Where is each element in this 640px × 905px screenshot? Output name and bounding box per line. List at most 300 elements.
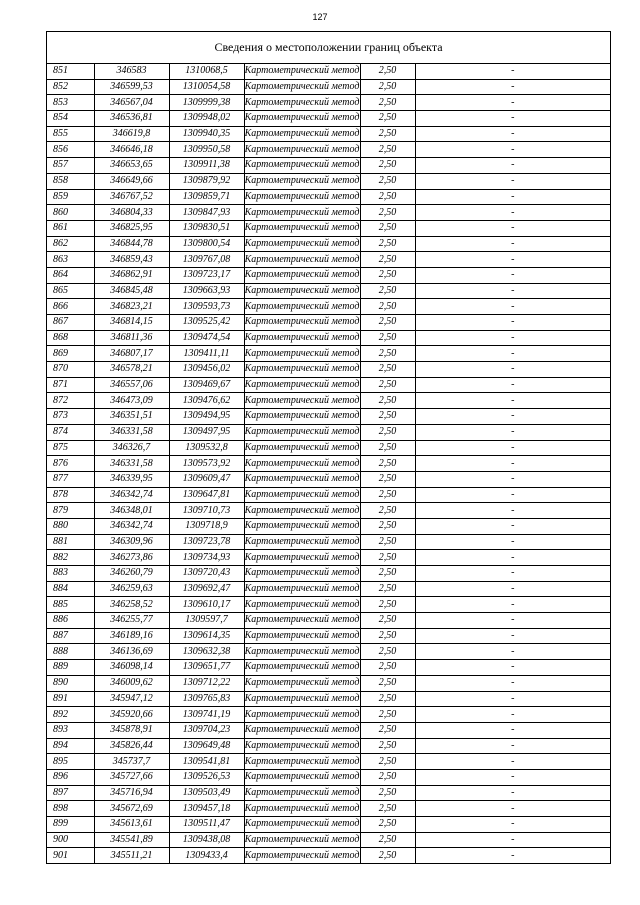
note-cell: - [415, 126, 610, 142]
y-coordinate-cell: 1309830,51 [169, 220, 244, 236]
accuracy-cell: 2,50 [360, 660, 415, 676]
note-cell: - [415, 362, 610, 378]
note-cell: - [415, 252, 610, 268]
y-coordinate-cell: 1309940,35 [169, 126, 244, 142]
accuracy-cell: 2,50 [360, 158, 415, 174]
accuracy-cell: 2,50 [360, 79, 415, 95]
method-cell: Картометрический метод [244, 299, 360, 315]
table-row [47, 236, 610, 252]
method-cell: Картометрический метод [244, 440, 360, 456]
note-cell: - [415, 754, 610, 770]
point-number-cell: 881 [47, 534, 94, 550]
method-cell: Картометрический метод [244, 424, 360, 440]
method-cell: Картометрический метод [244, 79, 360, 95]
accuracy-cell: 2,50 [360, 550, 415, 566]
table-row [47, 252, 610, 268]
point-number-cell: 878 [47, 487, 94, 503]
x-coordinate-cell: 346567,04 [94, 95, 169, 111]
method-cell: Картометрический метод [244, 534, 360, 550]
y-coordinate-cell: 1309476,62 [169, 393, 244, 409]
table-row [47, 377, 610, 393]
note-cell: - [415, 456, 610, 472]
point-number-cell: 885 [47, 597, 94, 613]
x-coordinate-cell: 346136,69 [94, 644, 169, 660]
y-coordinate-cell: 1309469,67 [169, 377, 244, 393]
method-cell: Картометрический метод [244, 346, 360, 362]
x-coordinate-cell: 346326,7 [94, 440, 169, 456]
note-cell: - [415, 346, 610, 362]
method-cell: Картометрический метод [244, 236, 360, 252]
accuracy-cell: 2,50 [360, 738, 415, 754]
accuracy-cell: 2,50 [360, 377, 415, 393]
accuracy-cell: 2,50 [360, 64, 415, 79]
x-coordinate-cell: 346811,36 [94, 330, 169, 346]
y-coordinate-cell: 1309999,38 [169, 95, 244, 111]
accuracy-cell: 2,50 [360, 675, 415, 691]
y-coordinate-cell: 1309948,02 [169, 111, 244, 127]
accuracy-cell: 2,50 [360, 644, 415, 660]
method-cell: Картометрический метод [244, 628, 360, 644]
x-coordinate-cell: 346845,48 [94, 283, 169, 299]
note-cell: - [415, 675, 610, 691]
table-row [47, 566, 610, 582]
x-coordinate-cell: 345727,66 [94, 769, 169, 785]
note-cell: - [415, 503, 610, 519]
method-cell: Картометрический метод [244, 722, 360, 738]
point-number-cell: 872 [47, 393, 94, 409]
table-row [47, 79, 610, 95]
accuracy-cell: 2,50 [360, 393, 415, 409]
method-cell: Картометрический метод [244, 801, 360, 817]
note-cell: - [415, 95, 610, 111]
x-coordinate-cell: 346351,51 [94, 409, 169, 425]
point-number-cell: 874 [47, 424, 94, 440]
accuracy-cell: 2,50 [360, 315, 415, 331]
method-cell: Картометрический метод [244, 848, 360, 863]
point-number-cell: 860 [47, 205, 94, 221]
accuracy-cell: 2,50 [360, 424, 415, 440]
table-row [47, 487, 610, 503]
x-coordinate-cell: 346189,16 [94, 628, 169, 644]
note-cell: - [415, 817, 610, 833]
note-cell: - [415, 832, 610, 848]
method-cell: Картометрический метод [244, 518, 360, 534]
note-cell: - [415, 393, 610, 409]
point-number-cell: 880 [47, 518, 94, 534]
point-number-cell: 896 [47, 769, 94, 785]
table-row [47, 597, 610, 613]
note-cell: - [415, 236, 610, 252]
y-coordinate-cell: 1309911,38 [169, 158, 244, 174]
point-number-cell: 895 [47, 754, 94, 770]
method-cell: Картометрический метод [244, 315, 360, 331]
method-cell: Картометрический метод [244, 377, 360, 393]
y-coordinate-cell: 1309525,42 [169, 315, 244, 331]
note-cell: - [415, 613, 610, 629]
note-cell: - [415, 597, 610, 613]
point-number-cell: 892 [47, 707, 94, 723]
x-coordinate-cell: 346339,95 [94, 471, 169, 487]
point-number-cell: 888 [47, 644, 94, 660]
accuracy-cell: 2,50 [360, 848, 415, 863]
accuracy-cell: 2,50 [360, 518, 415, 534]
note-cell: - [415, 409, 610, 425]
accuracy-cell: 2,50 [360, 236, 415, 252]
point-number-cell: 869 [47, 346, 94, 362]
y-coordinate-cell: 1309647,81 [169, 487, 244, 503]
accuracy-cell: 2,50 [360, 220, 415, 236]
table-row [47, 158, 610, 174]
y-coordinate-cell: 1309503,49 [169, 785, 244, 801]
point-number-cell: 852 [47, 79, 94, 95]
boundary-table [46, 31, 611, 864]
x-coordinate-cell: 345826,44 [94, 738, 169, 754]
accuracy-cell: 2,50 [360, 534, 415, 550]
x-coordinate-cell: 346767,52 [94, 189, 169, 205]
y-coordinate-cell: 1309692,47 [169, 581, 244, 597]
y-coordinate-cell: 1309609,47 [169, 471, 244, 487]
y-coordinate-cell: 1309847,93 [169, 205, 244, 221]
point-number-cell: 898 [47, 801, 94, 817]
note-cell: - [415, 377, 610, 393]
x-coordinate-cell: 346259,63 [94, 581, 169, 597]
x-coordinate-cell: 346331,58 [94, 456, 169, 472]
table-row [47, 534, 610, 550]
accuracy-cell: 2,50 [360, 597, 415, 613]
y-coordinate-cell: 1309456,02 [169, 362, 244, 378]
table-row [47, 346, 610, 362]
accuracy-cell: 2,50 [360, 613, 415, 629]
point-number-cell: 853 [47, 95, 94, 111]
x-coordinate-cell: 345947,12 [94, 691, 169, 707]
x-coordinate-cell: 345541,89 [94, 832, 169, 848]
note-cell: - [415, 64, 610, 79]
method-cell: Картометрический метод [244, 362, 360, 378]
y-coordinate-cell: 1309649,48 [169, 738, 244, 754]
point-number-cell: 851 [47, 64, 94, 79]
point-number-cell: 857 [47, 158, 94, 174]
x-coordinate-cell: 346807,17 [94, 346, 169, 362]
accuracy-cell: 2,50 [360, 142, 415, 158]
x-coordinate-cell: 346825,95 [94, 220, 169, 236]
accuracy-cell: 2,50 [360, 817, 415, 833]
method-cell: Картометрический метод [244, 817, 360, 833]
note-cell: - [415, 785, 610, 801]
x-coordinate-cell: 346862,91 [94, 267, 169, 283]
accuracy-cell: 2,50 [360, 691, 415, 707]
x-coordinate-cell: 345511,21 [94, 848, 169, 863]
method-cell: Картометрический метод [244, 126, 360, 142]
accuracy-cell: 2,50 [360, 785, 415, 801]
y-coordinate-cell: 1309651,77 [169, 660, 244, 676]
accuracy-cell: 2,50 [360, 722, 415, 738]
note-cell: - [415, 487, 610, 503]
y-coordinate-cell: 1309457,18 [169, 801, 244, 817]
x-coordinate-cell: 346814,15 [94, 315, 169, 331]
y-coordinate-cell: 1309663,93 [169, 283, 244, 299]
y-coordinate-cell: 1309718,9 [169, 518, 244, 534]
note-cell: - [415, 722, 610, 738]
accuracy-cell: 2,50 [360, 267, 415, 283]
x-coordinate-cell: 346342,74 [94, 518, 169, 534]
method-cell: Картометрический метод [244, 769, 360, 785]
accuracy-cell: 2,50 [360, 471, 415, 487]
table-row [47, 189, 610, 205]
accuracy-cell: 2,50 [360, 581, 415, 597]
accuracy-cell: 2,50 [360, 456, 415, 472]
x-coordinate-cell: 346557,06 [94, 377, 169, 393]
note-cell: - [415, 769, 610, 785]
table-row [47, 362, 610, 378]
method-cell: Картометрический метод [244, 550, 360, 566]
point-number-cell: 883 [47, 566, 94, 582]
table-row [47, 440, 610, 456]
x-coordinate-cell: 346649,66 [94, 173, 169, 189]
y-coordinate-cell: 1309767,08 [169, 252, 244, 268]
y-coordinate-cell: 1309511,47 [169, 817, 244, 833]
table-row [47, 644, 610, 660]
table-row [47, 471, 610, 487]
accuracy-cell: 2,50 [360, 189, 415, 205]
point-number-cell: 886 [47, 613, 94, 629]
accuracy-cell: 2,50 [360, 126, 415, 142]
point-number-cell: 858 [47, 173, 94, 189]
x-coordinate-cell: 346804,33 [94, 205, 169, 221]
method-cell: Картометрический метод [244, 503, 360, 519]
y-coordinate-cell: 1309765,83 [169, 691, 244, 707]
accuracy-cell: 2,50 [360, 801, 415, 817]
table-row [47, 315, 610, 331]
point-number-cell: 900 [47, 832, 94, 848]
accuracy-cell: 2,50 [360, 299, 415, 315]
point-number-cell: 890 [47, 675, 94, 691]
point-number-cell: 891 [47, 691, 94, 707]
y-coordinate-cell: 1309720,43 [169, 566, 244, 582]
table-row [47, 691, 610, 707]
table-row [47, 707, 610, 723]
accuracy-cell: 2,50 [360, 362, 415, 378]
accuracy-cell: 2,50 [360, 707, 415, 723]
y-coordinate-cell: 1309433,4 [169, 848, 244, 863]
x-coordinate-cell: 346536,81 [94, 111, 169, 127]
x-coordinate-cell: 345716,94 [94, 785, 169, 801]
point-number-cell: 901 [47, 848, 94, 863]
y-coordinate-cell: 1309859,71 [169, 189, 244, 205]
table-row [47, 173, 610, 189]
y-coordinate-cell: 1309614,35 [169, 628, 244, 644]
method-cell: Картометрический метод [244, 205, 360, 221]
method-cell: Картометрический метод [244, 189, 360, 205]
x-coordinate-cell: 345878,91 [94, 722, 169, 738]
accuracy-cell: 2,50 [360, 409, 415, 425]
method-cell: Картометрический метод [244, 158, 360, 174]
note-cell: - [415, 550, 610, 566]
x-coordinate-cell: 346331,58 [94, 424, 169, 440]
x-coordinate-cell: 346823,21 [94, 299, 169, 315]
x-coordinate-cell: 346309,96 [94, 534, 169, 550]
y-coordinate-cell: 1309741,19 [169, 707, 244, 723]
table-row [47, 424, 610, 440]
table-row [47, 393, 610, 409]
point-number-cell: 855 [47, 126, 94, 142]
point-number-cell: 865 [47, 283, 94, 299]
point-number-cell: 897 [47, 785, 94, 801]
method-cell: Картометрический метод [244, 785, 360, 801]
note-cell: - [415, 534, 610, 550]
table-row [47, 126, 610, 142]
point-number-cell: 877 [47, 471, 94, 487]
table-row [47, 613, 610, 629]
point-number-cell: 862 [47, 236, 94, 252]
note-cell: - [415, 299, 610, 315]
method-cell: Картометрический метод [244, 267, 360, 283]
note-cell: - [415, 644, 610, 660]
y-coordinate-cell: 1309632,38 [169, 644, 244, 660]
y-coordinate-cell: 1309712,22 [169, 675, 244, 691]
table-row [47, 205, 610, 221]
table-row [47, 660, 610, 676]
accuracy-cell: 2,50 [360, 628, 415, 644]
x-coordinate-cell: 345920,66 [94, 707, 169, 723]
table-row [47, 503, 610, 519]
table-row [47, 754, 610, 770]
method-cell: Картометрический метод [244, 707, 360, 723]
note-cell: - [415, 173, 610, 189]
table-row [47, 628, 610, 644]
point-number-cell: 856 [47, 142, 94, 158]
note-cell: - [415, 471, 610, 487]
note-cell: - [415, 566, 610, 582]
x-coordinate-cell: 346578,21 [94, 362, 169, 378]
x-coordinate-cell: 345672,69 [94, 801, 169, 817]
x-coordinate-cell: 346583 [94, 64, 169, 79]
x-coordinate-cell: 346348,01 [94, 503, 169, 519]
method-cell: Картометрический метод [244, 142, 360, 158]
point-number-cell: 887 [47, 628, 94, 644]
note-cell: - [415, 660, 610, 676]
point-number-cell: 899 [47, 817, 94, 833]
method-cell: Картометрический метод [244, 487, 360, 503]
y-coordinate-cell: 1309532,8 [169, 440, 244, 456]
y-coordinate-cell: 1309411,11 [169, 346, 244, 362]
method-cell: Картометрический метод [244, 173, 360, 189]
note-cell: - [415, 707, 610, 723]
x-coordinate-cell: 346619,8 [94, 126, 169, 142]
y-coordinate-cell: 1309597,7 [169, 613, 244, 629]
y-coordinate-cell: 1310054,58 [169, 79, 244, 95]
table-row [47, 330, 610, 346]
x-coordinate-cell: 345613,61 [94, 817, 169, 833]
y-coordinate-cell: 1309573,92 [169, 456, 244, 472]
table-row [47, 817, 610, 833]
method-cell: Картометрический метод [244, 111, 360, 127]
x-coordinate-cell: 346273,86 [94, 550, 169, 566]
point-number-cell: 864 [47, 267, 94, 283]
y-coordinate-cell: 1309734,93 [169, 550, 244, 566]
note-cell: - [415, 111, 610, 127]
method-cell: Картометрический метод [244, 613, 360, 629]
point-number-cell: 882 [47, 550, 94, 566]
table-row [47, 581, 610, 597]
table-row [47, 220, 610, 236]
note-cell: - [415, 440, 610, 456]
note-cell: - [415, 189, 610, 205]
note-cell: - [415, 424, 610, 440]
y-coordinate-cell: 1309800,54 [169, 236, 244, 252]
x-coordinate-cell: 346844,78 [94, 236, 169, 252]
accuracy-cell: 2,50 [360, 346, 415, 362]
note-cell: - [415, 330, 610, 346]
table-row [47, 675, 610, 691]
method-cell: Картометрический метод [244, 252, 360, 268]
accuracy-cell: 2,50 [360, 440, 415, 456]
note-cell: - [415, 315, 610, 331]
point-number-cell: 875 [47, 440, 94, 456]
method-cell: Картометрический метод [244, 471, 360, 487]
x-coordinate-cell: 346098,14 [94, 660, 169, 676]
method-cell: Картометрический метод [244, 675, 360, 691]
point-number-cell: 868 [47, 330, 94, 346]
note-cell: - [415, 628, 610, 644]
method-cell: Картометрический метод [244, 566, 360, 582]
table-row [47, 848, 610, 863]
table-row [47, 801, 610, 817]
method-cell: Картометрический метод [244, 220, 360, 236]
table-row [47, 785, 610, 801]
table-row [47, 550, 610, 566]
accuracy-cell: 2,50 [360, 832, 415, 848]
method-cell: Картометрический метод [244, 832, 360, 848]
accuracy-cell: 2,50 [360, 769, 415, 785]
note-cell: - [415, 220, 610, 236]
y-coordinate-cell: 1309723,17 [169, 267, 244, 283]
y-coordinate-cell: 1309704,23 [169, 722, 244, 738]
table-row [47, 722, 610, 738]
x-coordinate-cell: 346653,65 [94, 158, 169, 174]
method-cell: Картометрический метод [244, 691, 360, 707]
note-cell: - [415, 691, 610, 707]
method-cell: Картометрический метод [244, 660, 360, 676]
y-coordinate-cell: 1309879,92 [169, 173, 244, 189]
point-number-cell: 889 [47, 660, 94, 676]
method-cell: Картометрический метод [244, 330, 360, 346]
y-coordinate-cell: 1309526,53 [169, 769, 244, 785]
point-number-cell: 854 [47, 111, 94, 127]
method-cell: Картометрический метод [244, 597, 360, 613]
note-cell: - [415, 801, 610, 817]
table-row [47, 95, 610, 111]
method-cell: Картометрический метод [244, 283, 360, 299]
method-cell: Картометрический метод [244, 581, 360, 597]
point-number-cell: 866 [47, 299, 94, 315]
point-number-cell: 876 [47, 456, 94, 472]
table-row [47, 409, 610, 425]
coordinates-table [47, 64, 610, 863]
x-coordinate-cell: 346473,09 [94, 393, 169, 409]
y-coordinate-cell: 1309593,73 [169, 299, 244, 315]
table-row [47, 111, 610, 127]
point-number-cell: 861 [47, 220, 94, 236]
y-coordinate-cell: 1309438,08 [169, 832, 244, 848]
point-number-cell: 893 [47, 722, 94, 738]
page-number: 127 [312, 12, 328, 22]
point-number-cell: 884 [47, 581, 94, 597]
x-coordinate-cell: 345737,7 [94, 754, 169, 770]
note-cell: - [415, 738, 610, 754]
y-coordinate-cell: 1309710,73 [169, 503, 244, 519]
table-row [47, 299, 610, 315]
note-cell: - [415, 581, 610, 597]
